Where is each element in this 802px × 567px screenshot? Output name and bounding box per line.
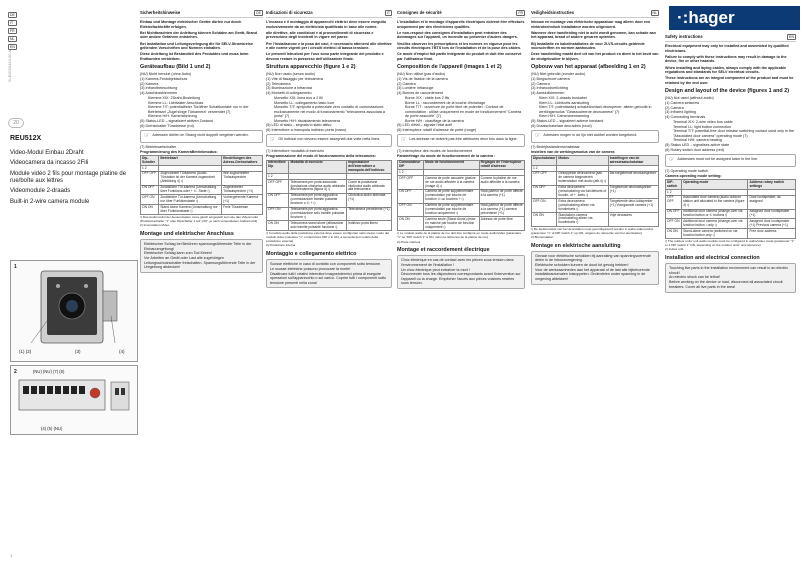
table-row: ON OFF Extra deurcamera (omschakeling via functietoets of functie- of + -toets ¹) Toegekende deurluidspreker (+1) <box>532 185 659 199</box>
list-item: (1) Vite di fissaggio per telecamera <box>266 76 323 81</box>
list-item: (5) Status-LED – signaleert actieve toestand <box>531 119 604 124</box>
table-header: Operating mode <box>682 180 748 190</box>
figure-2 <box>10 365 138 435</box>
table-row: OFF ON Caméra de porte supplémentaire (commutation par touche de fonction uniquement ¹) Haut-parleur de porte affecté à la caméra (+1) caméra précédente (+1) <box>399 203 523 216</box>
mode-table <box>531 155 659 227</box>
safety-paragraph: Diese Anleitung ist Bestandteil des Produktes und muss beim Endkunden verbleiben. <box>140 52 249 61</box>
product-title: Videomodule 2-draads <box>10 188 71 195</box>
list-item: Terminal T/T: potential-free door release switching contact used only in the "Associated door camera" operating mode (7) <box>673 129 795 138</box>
warning-text: Disattivare tutti i relativi interruttori magnetotermici prima di eseguire operazioni sull'apparecchio o sul carico. Coprire tutti i componenti sotto tensione presenti nella zona! <box>270 271 387 285</box>
callout: (4) <box>119 349 125 354</box>
list-item: (3) Infraroodverlichting <box>531 86 568 91</box>
warning-box <box>531 130 659 143</box>
list-item: (1) Vis de fixation de la caméra <box>397 76 448 81</box>
list-item: (3) Infrarotbeleuchtung <box>140 86 178 91</box>
lang-badge: IT <box>386 11 390 15</box>
language-tabs <box>8 12 17 50</box>
list-item: Morsetto LL: collegamento tasto luce <box>274 100 335 105</box>
table-row: ON ON Stand-alone camera (switched on via function button only ¹) Free door address <box>666 229 796 239</box>
heading-installation: Installation and electrical connection <box>665 255 760 262</box>
footnote: 2) Binnenstation <box>531 235 554 240</box>
list-item: Klemme H/H: Kameraheizung <box>148 114 197 119</box>
list-item: (2) Kamera <box>140 81 159 86</box>
list-item: Klemme XIX: 2Draht-Busleitung <box>148 95 201 100</box>
safety-paragraph: Ce mode d'emploi fait partie intégrante du produit et doit être conservé par l'utilisateur final. <box>397 52 522 61</box>
page-number-badge: 20 <box>8 118 24 128</box>
list-item: (NU) Niet gebruikt (zonder audio) <box>531 72 586 77</box>
callout: (1) (2) <box>19 349 32 354</box>
lang-badge: FR <box>518 11 523 15</box>
list-item: Terminal H/H: camera heating <box>673 138 722 143</box>
table-header: Einstellungen des Adress-Drehschalters <box>222 156 263 166</box>
column-header <box>665 34 796 42</box>
column-header <box>140 10 263 18</box>
list-item: Terminal XIX: 2-wire video bus cable <box>673 119 733 124</box>
section-title: Veiligheidsinstructies <box>531 10 575 15</box>
warning-text: Elektrische schokken kunnen de dood tot gevolg hebben! <box>535 263 629 268</box>
list-item: Programmazione del modo di funzionamento della telecamera: <box>266 154 376 159</box>
list-item: (7) Betriebsartschalter <box>140 145 177 150</box>
list-item: (5) LED d'état – signale l'état actif <box>397 123 452 128</box>
table-row: ON OFF Additional door camera (change-over via function button or ① buttons ¹) Assigned door loudspeaker (+1) <box>666 209 796 219</box>
heading-installation: Montage et raccordement électrique <box>397 247 490 254</box>
list-item: Klemme T/T: potentialfreier Türöffner Schaltkontakt: nur in der Betriebsart „Zugehörige Türkamera" verwendet (7) <box>148 105 249 114</box>
list-item: (4) Bornes de raccordement <box>397 91 443 96</box>
list-item: (4) Aansluitklemmen <box>531 91 565 96</box>
table-header: Interruttore Dip <box>267 160 289 174</box>
table-row: ON ON Caméra seule (Stand Alone) (mise en marche par touche de fonction uniquement ¹) Adresse de porte libre <box>398 217 525 231</box>
safety-paragraph: Bei Installation und Leitungsverlegung die für SELV-Stromkreise geltenden Vorschriften und Normen einhalten. <box>140 41 254 51</box>
list-item: (7) Interruttore modalità di esercizio <box>266 149 324 154</box>
safety-paragraph: Bei Nichtbeachten der Anleitung können Schäden am Gerät, Brand oder andere Gefahren entstehen. <box>140 31 258 40</box>
column-header <box>397 10 525 18</box>
warning-text: Elektrischer Schlag kann zum Tod führen! <box>144 251 212 256</box>
safety-paragraph: Wanneer deze handleiding niet in acht wordt genomen, kan schade aan het apparaat, brand of andere gevaren optreden. <box>531 31 656 40</box>
list-item: (2) Camera <box>531 81 550 86</box>
mode-table <box>397 160 525 232</box>
list-item: (2) Caméra <box>397 81 416 86</box>
list-item: Klem LL: Lichttoets aansluiting <box>539 100 590 105</box>
table-row: OFF OFF Zugeordnete Türkamera (Audio-Türstation ist der Kamera zugeordnet (Abbildung 4) ¹) Wie zugeordneter Türlautsprecher <box>141 171 263 185</box>
warning-box <box>665 154 796 167</box>
hand-icon: ☞ <box>535 133 541 140</box>
column-de <box>140 10 263 562</box>
safety-paragraph: L'incasso e il montaggio di apparecchi elettrici deve essere eseguito esclusivamente da un elettricista qualificato in base alle norme. <box>266 20 387 29</box>
table-header: Betriebsart <box>159 156 222 166</box>
warning-text: Le scosse elettriche possono provocare la morte! <box>270 266 351 271</box>
list-item: Borne H/H : chauffage de la caméra <box>405 118 464 123</box>
callout: (4) (5) (NU) <box>41 426 63 431</box>
warning-text: Elektrischer Schlag bei Berühren spannungsführender Teile in der Einbauumgebung! <box>144 242 252 251</box>
heading-installation: Montage und elektrischer Anschluss <box>140 231 234 238</box>
heading-installation: Montage en elektrische aansluiting <box>531 242 621 249</box>
list-item: (6) Rotary switch door address (red) <box>665 147 725 152</box>
table-cell: 1 2 <box>267 174 289 180</box>
warning-text: Scosse elettriche in caso di contatto con componenti sotto tensione. <box>270 261 381 266</box>
safety-paragraph: These instructions are an integral component of the product and must be retained by the end user. <box>665 76 794 85</box>
table-header: Impostazione dell'interruttore a manopola dell'indirizzo <box>347 160 392 174</box>
device-illustration <box>11 261 138 362</box>
column-nl <box>531 10 659 562</box>
table-cell: 1 2 <box>141 166 159 172</box>
danger-box <box>531 251 659 285</box>
table-row: ON ON Standalone-camera (inschakeling alleen via functietoets ¹) Vrije deuradres <box>532 213 659 227</box>
column-fr <box>397 10 525 562</box>
mode-table <box>665 179 796 239</box>
table-row: ON OFF Caméra de porte supplémentaire (commutation par touche de fonction ① ou touches + ¹) Haut-parleur de porte affecté à la caméra (+1) <box>399 189 523 202</box>
column-header <box>531 10 659 18</box>
hand-icon: ☞ <box>669 157 675 164</box>
list-item: Borne T/T : ouverture de porte libre de potentiel : Contact de commutation : utilisé uniquement en mode de fonctionnement "Caméra de porte associée" (7) <box>405 105 522 118</box>
warning-text: An electric shock can be lethal! <box>669 275 720 280</box>
list-item: (1) Kamera-Festobjektschutz <box>140 76 188 81</box>
table-header: Mode de fonctionnement <box>424 160 479 170</box>
list-item: (5) Status-LED – signalisiert aktiven Zustand <box>140 119 213 124</box>
table-header: Commutateur DIP <box>398 160 424 170</box>
warning-text: Choc électrique en cas de contact avec les pièces sous tension dans l'environnement de l'installation ! <box>401 258 514 267</box>
warning-text: Gli indirizzi non devono essere assegnati due volte nella linea. <box>278 137 381 142</box>
list-item: (NU) Nicht benutzt (ohne Autio) <box>140 72 192 77</box>
lang-tab: NL <box>8 36 17 42</box>
safety-paragraph: Failure to comply with these instructions may result in damage to the device, fire or other hazards. <box>665 55 787 64</box>
table-cell: 1 2 <box>398 170 424 176</box>
hand-icon: ☞ <box>270 137 276 144</box>
footnote: ¹) Le module audio de la platine de rue doit être configuré en mode audio/vidéo (paramètre "1" ou "DIP switch 1" à ON, selon la référence de la platine de rue) <box>397 231 522 239</box>
table-row: OFF ON Zusätzliche Tür-kamera (Umschaltung nur über Funktionstaste ¹) Vorhergehende Kamera (+1) <box>141 195 263 205</box>
list-item: (6) Interruttore a manopola indirizzo porta (rosso) <box>266 128 347 133</box>
table-row: ON ON Telecamera stand alone (attivazione solo tramite pulsante funzione ¹) Indirizzo porta libero <box>267 221 392 231</box>
list-item: Morsetto T/T: apriporta a potenziale zero contatto di commutazione: esclusivamente nel modo di funzionamento "telecamera associata a porta" (7) <box>274 105 385 118</box>
table-row: OFF OFF Telecamera per porta associata (postazione citofonica audio abbinata alla telecamera (figura 4) ¹) Come la postazione citofonica audio abbinata alla telecamera <box>267 180 392 194</box>
product-title: Module vidéo 2 fils pour montage platine de rue/boîte aux lettres <box>10 170 127 184</box>
list-item: Instellen van de werkingsmodus van de camera <box>531 149 615 154</box>
list-item: Paramétrage du mode de fonctionnement de la caméra : <box>397 154 496 159</box>
list-item: (7) Operating mode switch <box>665 169 709 174</box>
list-item: (NU) Non usato (senza audio) <box>266 72 315 77</box>
list-item: (5) Status LED – signalises active state <box>665 143 730 148</box>
footnote: 2) Poste intérieur <box>397 239 421 244</box>
list-item: Klemme LL: Lichttaster Anschluss <box>148 100 204 105</box>
list-item: Terminal LL: light button connection <box>673 124 732 129</box>
list-item: (2) Camera <box>665 105 684 110</box>
mode-table <box>140 155 263 215</box>
lang-badge: DE <box>256 11 261 15</box>
list-item: (1) Camera setscrew <box>665 100 700 105</box>
list-item: (3) Infrared lighting <box>665 110 696 115</box>
list-item: Klem XIX: 2-draads buskabel <box>539 95 587 100</box>
table-row: OFF OFF Associated door camera (audio outdoor station unit allocated to the camera (figure 4) ¹) Door loudspeaker, as assigned <box>666 195 796 209</box>
warning-box <box>397 134 525 147</box>
warning-text: Déconnecter tous les disjoncteurs correspondants avant l'intervention sur l'appareil ou la charge. Empêcher l'accès aux pièces voisines restées sous tension. <box>401 272 521 286</box>
table-row: ON OFF Telecamera per porta aggiuntiva (commutazione tramite pulsante funzione o ① + ¹) Citofonica audio abbinata (+1) <box>267 193 392 207</box>
column-header <box>266 10 392 18</box>
list-item: Borne XIX : câble bus 2 fils <box>405 95 450 100</box>
list-item: (2) Telecamera <box>266 81 291 86</box>
list-item: (3) Lumière infrarouge <box>397 86 434 91</box>
list-item: (7) Interrupteur des modes de fonctionnement <box>397 149 473 154</box>
lang-tab: EN <box>10 45 15 49</box>
list-item: Borne LL : raccordement de la touche d'éclairage <box>405 100 486 105</box>
safety-paragraph: Deze handleiding maakt deel uit van het product en dient in het bezit van de eindgebruiker te blijven. <box>531 52 659 61</box>
column-en <box>665 34 796 562</box>
lang-badge: EN <box>789 35 794 39</box>
list-item: (6) Draaischakelaar deuradres (rood) <box>531 123 592 128</box>
danger-box <box>140 239 263 273</box>
table-header: Dipschakelaar <box>532 156 557 166</box>
table-row: OFF ON Telecamera per porta aggiuntiva (commutazione solo tramite pulsante funzione ¹) Telecamera precedente (+1) <box>267 207 392 221</box>
safety-paragraph: Veuillez observer les prescriptions et les normes en vigueur pour les circuits électriques TBTS lors de l'installation et de la pose des câbles. <box>397 41 522 51</box>
table-header: Réglages de l'interrupteur rotatif d'adresse <box>479 160 524 170</box>
list-item: (4) Connecting terminals <box>665 115 706 120</box>
table-cell: 1 2 <box>666 190 682 196</box>
safety-paragraph: Einbau und Montage elektrischer Geräte dürfen nur durch Elektrofachkräfte erfolgen. <box>140 20 242 29</box>
footnote: ¹) De audiomodule van het deurstation moet geconfigureerd worden in audio-videomodus (parameter "1" of DIP switch 1" op ON, volgens de referentie van het deurstation) <box>531 226 654 235</box>
warning-box <box>266 134 392 147</box>
hager-logo: ·:hager <box>669 6 800 30</box>
list-item: Programmierung des KameraBetriebmodus: <box>140 149 218 154</box>
heading-device-design: Opbouw van het apparaat (afbeelding 1 en 2) <box>531 64 646 71</box>
product-title: Videocamera da incasso 2Fili <box>10 160 89 167</box>
callout: (3) <box>75 349 81 354</box>
warning-text: Vor Arbeiten an Gerät oder Last alle zugehörigen Leitungsschutzschalter freischalten. Spannungsführende Teile in der Umgebung abdecken! <box>144 256 256 270</box>
safety-paragraph: L'installation et le montage d'appareils électriques doivent être effectués uniquement par des électriciens qualifiés. <box>397 20 525 29</box>
danger-box <box>397 255 525 289</box>
lang-badge: NL <box>652 11 657 15</box>
column-it <box>266 10 392 562</box>
list-item: (7) Bedrijfsstandenschakelaar <box>531 145 580 150</box>
footnote: 2) Indoor unit <box>665 247 684 252</box>
heading-device-design: Geräteaufbau (Bild 1 und 2) <box>140 64 211 71</box>
lang-tab: FR <box>8 28 17 34</box>
warning-text: Adressen mogen in de lijn niet dubbel worden toegekend. <box>543 133 638 138</box>
table-header: Address rotary switch settings <box>748 180 796 190</box>
figure-number: 2 <box>14 369 17 375</box>
table-row: OFF OFF Caméra de porte associée (platine de rue audio affectée à la caméra (image 4) ¹) Comme la platine de rue audio affectée à la caméra <box>398 176 525 190</box>
table-cell: 1 2 <box>532 166 557 172</box>
table-header: Modalità di esercizio <box>289 160 347 174</box>
list-item: Morsetto H/H: riscaldamento telecamera <box>274 118 340 123</box>
table-row: ON OFF Zusätzliche Tür-kamera (Umschaltung über Funktions-oder + ① -Taste ¹) Zugeordneter Türlautsprecher (+1) <box>141 185 263 195</box>
list-item: Morsetto XIX: linea bus a 2 fili <box>274 95 323 100</box>
table-row: OFF OFF Gekoppelde deurcamera (aan de camera toegewezen buitenstation met audio (afb.4) ¹) Als toegekende deurluidspreker <box>532 171 659 185</box>
list-item: Camera operating mode setting: <box>665 173 722 178</box>
list-item: (4) Morsetti di collegamento <box>266 91 312 96</box>
table-header: DIP-switch <box>666 180 682 190</box>
safety-paragraph: When installing and laying cables, always comply with the applicable regulations and standards for SELV electrical circuits. <box>665 65 787 75</box>
safety-paragraph: Bij installatie en kabelinstallaties de voor ZLVS-circuits geldende voorschriften en normen aanhouden. <box>531 41 645 51</box>
document-code: 6LE0020434.00 A <box>7 50 12 82</box>
heading-device-design: Composition de l'appareil (images 1 et 2) <box>397 64 502 71</box>
list-item: (6) Interrupteur rotatif d'adresse de porte (rouge) <box>397 128 477 133</box>
table-row: OFF ON Additional door camera (change-over via function button ¹ only ¹) Assigned door loudspeaker (+1) Previous camera (+1) <box>666 219 796 229</box>
section-title: Indicazioni di sicurezza <box>266 10 313 15</box>
footnote: 2) Innenstation-Video <box>140 223 170 228</box>
warning-text: Touching live parts in the installation environment can result in an electric shock! <box>669 266 789 275</box>
list-item: Klem H/H: Cameraverwarming <box>539 114 589 119</box>
terminal-illustration <box>11 366 138 435</box>
warning-text: Les adresse ne doivent pas être attribuées deux fois dans la ligne. <box>409 137 518 142</box>
footnote: ¹) The outdoor units' unit audio module must be configured in audio/video mode (parameter "1" or 1 DIP switch 1" ON, depending on the outdoor units' unit reference) <box>665 239 795 247</box>
table-header: Modus <box>557 156 608 166</box>
heading-installation: Montaggio e collegamento elettrico <box>266 250 357 257</box>
list-item: (6) Drehschalter Türadresse (rot) <box>140 123 194 128</box>
list-item: (5) LED di stato – segnala lo stato attivo <box>266 123 332 128</box>
list-item: (4) Anschlussklemmen <box>140 91 178 96</box>
lang-tab: DE <box>10 13 15 17</box>
list-item: Klem T/T: potentiaalvrij schakelcontact deuropener: alleen gebruikt in werkingsmodus "Geassocieerde deurcamera" (7) <box>539 105 652 114</box>
safety-paragraph: Le non-respect des consignes d'installation peut entraîner des dommages sur l'appareil, un incendie ou présenter d'autres dangers. <box>397 31 518 40</box>
product-titles <box>10 150 135 209</box>
section-title: Safety instructions <box>665 34 703 39</box>
danger-box <box>665 263 796 293</box>
warning-text: Addresses must not be assigned twice in the line. <box>677 157 759 162</box>
danger-box <box>266 259 392 289</box>
list-item: (NU) Non utilisé (pas d'audio) <box>397 72 446 77</box>
footnote: ¹) Il modulo audio della postazione esterna deve essere configurato nello stesso modo del modulo video (selettore "1" o interruttore DIP 1 in ON, a seconda del modulo della postazione esterna) <box>266 231 389 243</box>
warning-text: Un choc électrique peut entraîner la mort ! <box>401 267 470 272</box>
warning-box <box>140 130 263 143</box>
safety-paragraph: Electrical equipment may only be installed and assembled by qualified electricians. <box>665 44 789 53</box>
table-header: Instellingen van de adresdraaischakelaar <box>608 156 658 166</box>
heading-device-design: Design and layout of the device (figures 1 and 2) <box>665 88 790 95</box>
table-header: Dip-Schalter <box>141 156 159 166</box>
footnote: 2) Postazione interna <box>266 243 296 248</box>
figure-number: 1 <box>14 264 17 270</box>
list-item: (3) Illuminazione a infrarossi <box>266 86 313 91</box>
mode-table <box>266 160 392 232</box>
table-row: ON ON Stand Alone Kamera (Umschaltung nur über Funktionstaste ¹) Freie Türadresse <box>141 205 263 215</box>
section-title: Consignes de sécurité <box>397 10 442 15</box>
hand-icon: ☞ <box>144 133 150 140</box>
warning-text: Voor de werkzaamheden aan het apparaat of de last alle bijbehorende installatieautomaten loskoppelen. Onderdelen onder spanning in de omgeving afdekken! <box>535 268 650 281</box>
list-item: (NU) Not used (without audio) <box>665 96 714 101</box>
safety-paragraph: Le presenti istruzioni per l'uso sono parte integrante del prodotto e devono restare in possesso dell'utilizzatore finale. <box>266 52 384 61</box>
safety-paragraph: alle direttive, alle condizioni e ai provvedimenti di sicurezza e prevenzione degli incidenti in vigore nel paese. <box>266 31 374 40</box>
callout: (NU) (NU) (7) (6) <box>33 369 65 374</box>
warning-text: Before working on the device or load, disconnect all associated circuit breakers. Cover all live parts in the area! <box>669 280 783 289</box>
footnote: ¹) Das Audiomodul der Aussenstation muss gleich eingestellt sein wie das Videomodul (Positionsschalter "1" oder Dipschalter 1 auf „ON", je nach verwendetem Audiomodul) <box>140 215 258 223</box>
figure-1 <box>10 260 138 362</box>
safety-paragraph: Per l'installazione e la posa dei cavi, è necessario attenersi alle direttive e alle norme vigenti per i circuiti elettrici di bassa tensione. <box>266 41 392 51</box>
hand-icon: ☞ <box>401 137 407 144</box>
lang-tab: IT <box>8 20 17 26</box>
model-number: REU512X <box>10 135 42 142</box>
warning-text: Adressen dürfen im Strang nicht doppelt vergeben werden. <box>152 133 249 138</box>
warning-text: Gevaar voor elektrische schokken bij aanraking van spanningvoerende delen in de inbouwomgeving. <box>535 253 651 263</box>
list-item: (1) Borgschroef camera <box>531 76 570 81</box>
section-title: Sicherheitshinweise <box>140 10 181 15</box>
product-title: Built-in 2-wire camera module <box>10 198 90 205</box>
safety-paragraph: Inbouw en montage van elektrische apparatuur mag alleen door een elektrotechnisch installateur worden uitgevoerd. <box>531 20 651 29</box>
page-footer: 1 <box>10 553 13 558</box>
product-title: Video-Modul Einbau 2Draht <box>10 150 84 156</box>
table-row: OFF ON Extra deurcamera (omschakeling alleen via functietoets ¹) Toegekende deur-luidspreker (+1) Voorgaande camera (+1) <box>532 199 659 213</box>
heading-device-design: Struttura apparecchio (figure 1 e 2) <box>266 64 356 71</box>
